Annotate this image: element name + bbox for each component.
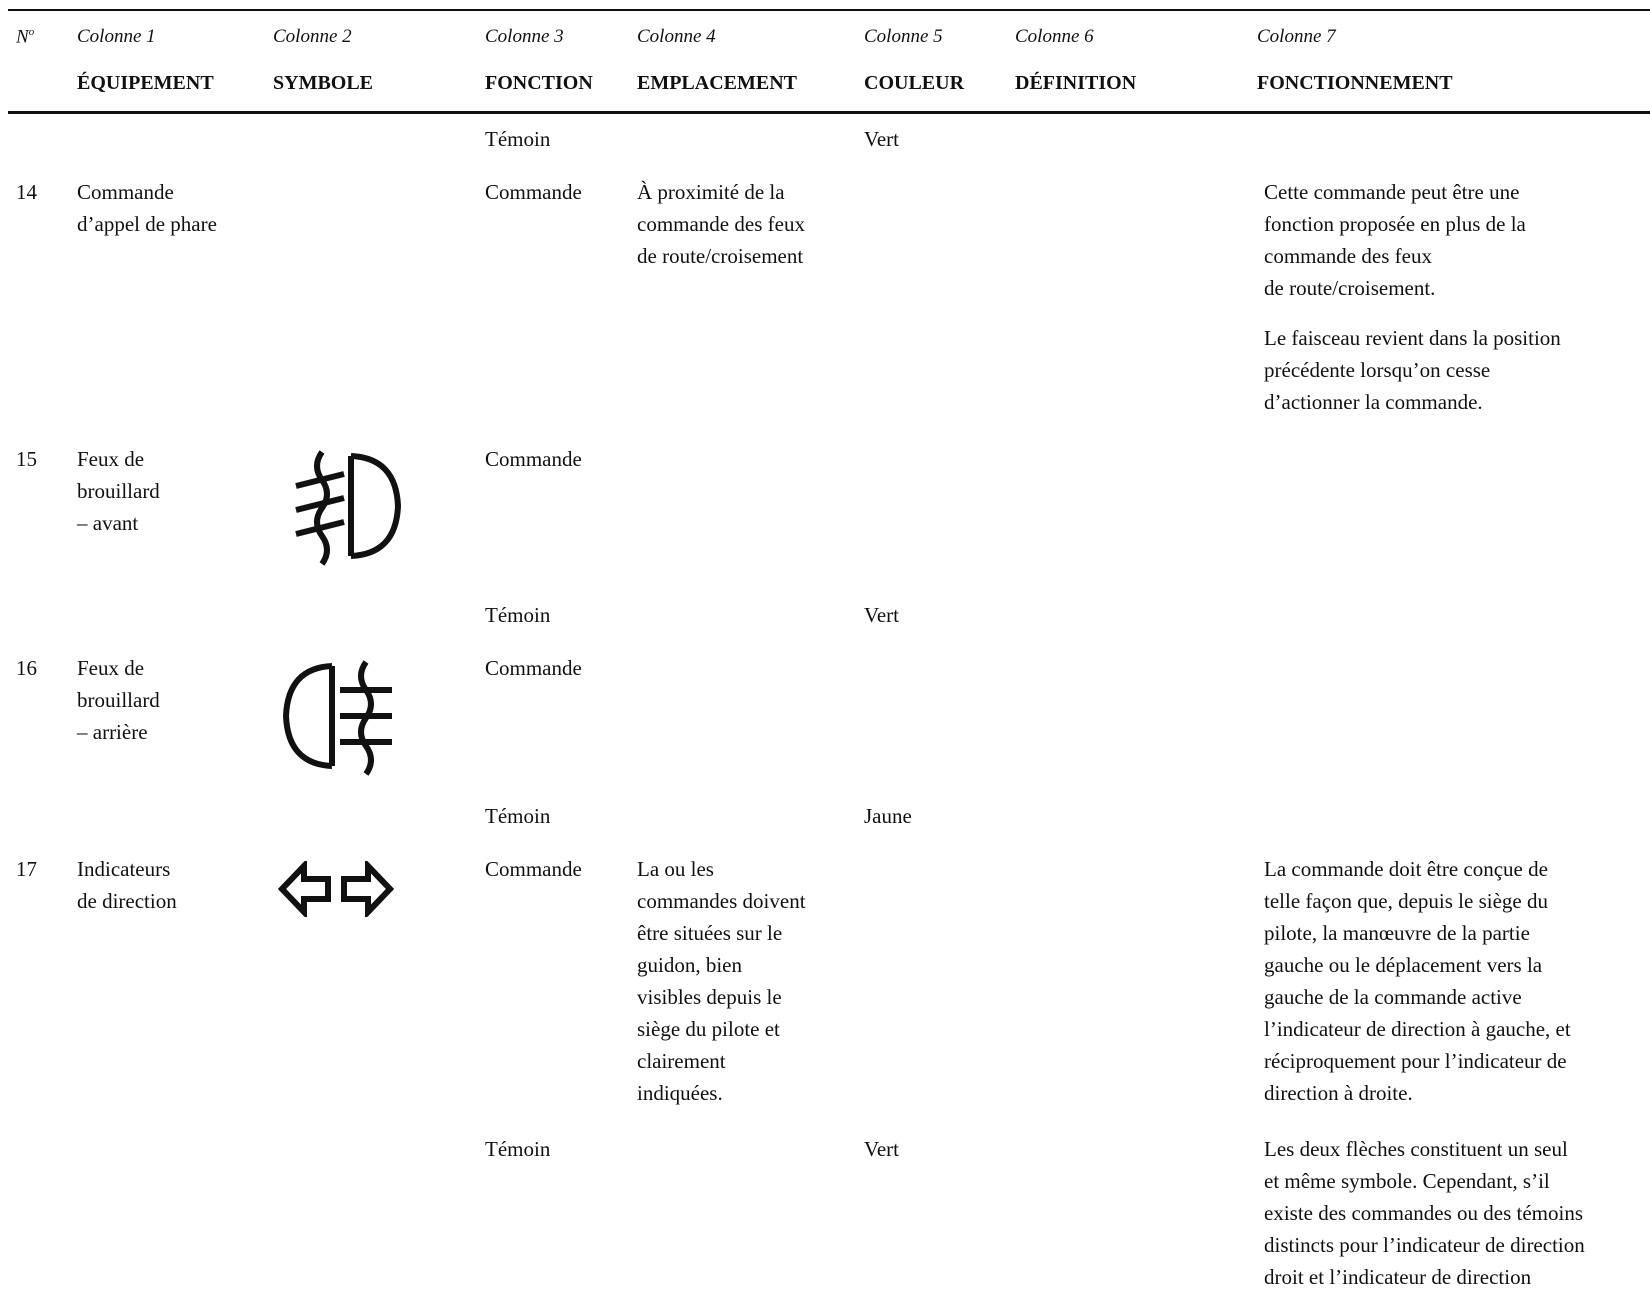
header-title-definition: DÉFINITION: [1015, 72, 1137, 94]
row17-fonctionnement-line: La commande doit être conçue de: [1264, 857, 1548, 881]
turn-signal-arrows-icon: [278, 861, 394, 917]
row15-temoin-fonction: Témoin: [485, 603, 551, 627]
row16-equipement-line: Feux de: [77, 656, 145, 680]
row14-emplacement-line: de route/croisement: [637, 244, 804, 268]
row17-emplacement: [637, 853, 806, 1109]
row15-temoin-couleur: Vert: [864, 603, 899, 627]
row17-fonctionnement-line: l’indicateur de direction à gauche, et: [1264, 1017, 1571, 1041]
row16-temoin-fonction: Témoin: [485, 804, 551, 828]
row14-fonctionnement-line: d’actionner la commande.: [1264, 390, 1483, 414]
row17-emplacement-line: indiquées.: [637, 1081, 723, 1105]
row15-fonction: Commande: [485, 447, 582, 471]
row17-emplacement-line: être situées sur le: [637, 921, 783, 945]
header-no-sup: o: [28, 26, 35, 38]
header-colonne-2: Colonne 2: [273, 26, 352, 47]
row17-temoin-fonctionnement-line: et même symbole. Cependant, s’il: [1264, 1169, 1550, 1193]
header-colonne-1: Colonne 1: [77, 26, 156, 47]
row13-temoin-fonction: Témoin: [485, 127, 551, 151]
front-fog-light-icon: [286, 446, 406, 566]
header-title-symbole: SYMBOLE: [273, 72, 374, 94]
header-no-label: N: [16, 26, 29, 48]
row14-equipement: [77, 176, 217, 240]
row16-equipement-line: – arrière: [77, 720, 148, 744]
row15-equipement: [77, 443, 160, 539]
row17-temoin-fonctionnement: [1264, 1133, 1585, 1293]
header-colonne-5: Colonne 5: [864, 26, 943, 47]
row14-equipement-line: Commande: [77, 180, 174, 204]
row16-temoin-couleur: Jaune: [864, 804, 912, 828]
row14-fonctionnement-line: commande des feux: [1264, 244, 1432, 268]
row16-fonction: Commande: [485, 656, 582, 680]
row14-fonctionnement-line: de route/croisement.: [1264, 276, 1436, 300]
row14-fonctionnement-line: Le faisceau revient dans la position: [1264, 326, 1561, 350]
header-colonne-7: Colonne 7: [1257, 26, 1336, 47]
header-title-fonctionnement: FONCTIONNEMENT: [1257, 72, 1453, 94]
row17-fonctionnement-line: gauche ou le déplacement vers la: [1264, 953, 1543, 977]
row17-fonctionnement-line: réciproquement pour l’indicateur de: [1264, 1049, 1567, 1073]
row14-equipement-line: d’appel de phare: [77, 212, 217, 236]
row13-temoin-couleur: Vert: [864, 127, 899, 151]
row17-number: 17: [16, 857, 37, 881]
header-colonne-6: Colonne 6: [1015, 26, 1094, 47]
header-title-equipement: ÉQUIPEMENT: [77, 72, 214, 94]
row14-fonctionnement-line: Cette commande peut être une: [1264, 180, 1520, 204]
row17-temoin-fonctionnement-line: droit et l’indicateur de direction: [1264, 1265, 1532, 1289]
table-header-rule: [8, 111, 1650, 114]
row17-fonctionnement-line: pilote, la manœuvre de la partie: [1264, 921, 1530, 945]
row17-emplacement-line: guidon, bien: [637, 953, 742, 977]
row17-equipement-line: Indicateurs: [77, 857, 171, 881]
row15-equipement-line: – avant: [77, 511, 139, 535]
row17-fonctionnement-line: gauche de la commande active: [1264, 985, 1522, 1009]
row17-equipement: [77, 853, 177, 917]
header-title-fonction: FONCTION: [485, 72, 593, 94]
row15-equipement-line: Feux de: [77, 447, 145, 471]
row14-fonctionnement: [1264, 176, 1561, 436]
row17-temoin-fonctionnement-line: existe des commandes ou des témoins: [1264, 1201, 1584, 1225]
row17-emplacement-line: visibles depuis le: [637, 985, 782, 1009]
header-colonne-3: Colonne 3: [485, 26, 564, 47]
row17-emplacement-line: commandes doivent: [637, 889, 806, 913]
row17-temoin-fonctionnement-line: distincts pour l’indicateur de direction: [1264, 1233, 1585, 1257]
row16-equipement-line: brouillard: [77, 688, 160, 712]
row14-emplacement-line: À proximité de la: [637, 180, 785, 204]
row16-equipement: [77, 652, 160, 748]
row14-emplacement-line: commande des feux: [637, 212, 805, 236]
row14-emplacement: [637, 176, 805, 272]
row14-fonction: Commande: [485, 180, 582, 204]
row15-number: 15: [16, 447, 37, 471]
row14-fonctionnement-paragraph: [1264, 322, 1561, 418]
row17-fonctionnement: [1264, 853, 1571, 1109]
header-title-couleur: COULEUR: [864, 72, 965, 94]
row17-fonctionnement-line: direction à droite.: [1264, 1081, 1413, 1105]
row17-equipement-line: de direction: [77, 889, 177, 913]
row14-fonctionnement-line: fonction proposée en plus de la: [1264, 212, 1526, 236]
row14-number: 14: [16, 180, 37, 204]
row15-equipement-line: brouillard: [77, 479, 160, 503]
row17-fonction: Commande: [485, 857, 582, 881]
rear-fog-light-icon: [280, 656, 400, 776]
row17-temoin-fonction: Témoin: [485, 1137, 551, 1161]
header-no: [16, 26, 34, 48]
row17-fonctionnement-line: telle façon que, depuis le siège du: [1264, 889, 1548, 913]
header-colonne-4: Colonne 4: [637, 26, 716, 47]
row14-fonctionnement-paragraph: [1264, 176, 1561, 304]
row17-emplacement-line: siège du pilote et: [637, 1017, 780, 1041]
row17-emplacement-line: clairement: [637, 1049, 726, 1073]
table-top-rule: [8, 9, 1650, 11]
row17-temoin-fonctionnement-line: Les deux flèches constituent un seul: [1264, 1137, 1568, 1161]
row14-fonctionnement-line: précédente lorsqu’on cesse: [1264, 358, 1491, 382]
row17-temoin-couleur: Vert: [864, 1137, 899, 1161]
row17-emplacement-line: La ou les: [637, 857, 714, 881]
header-title-emplacement: EMPLACEMENT: [637, 72, 797, 94]
row16-number: 16: [16, 656, 37, 680]
